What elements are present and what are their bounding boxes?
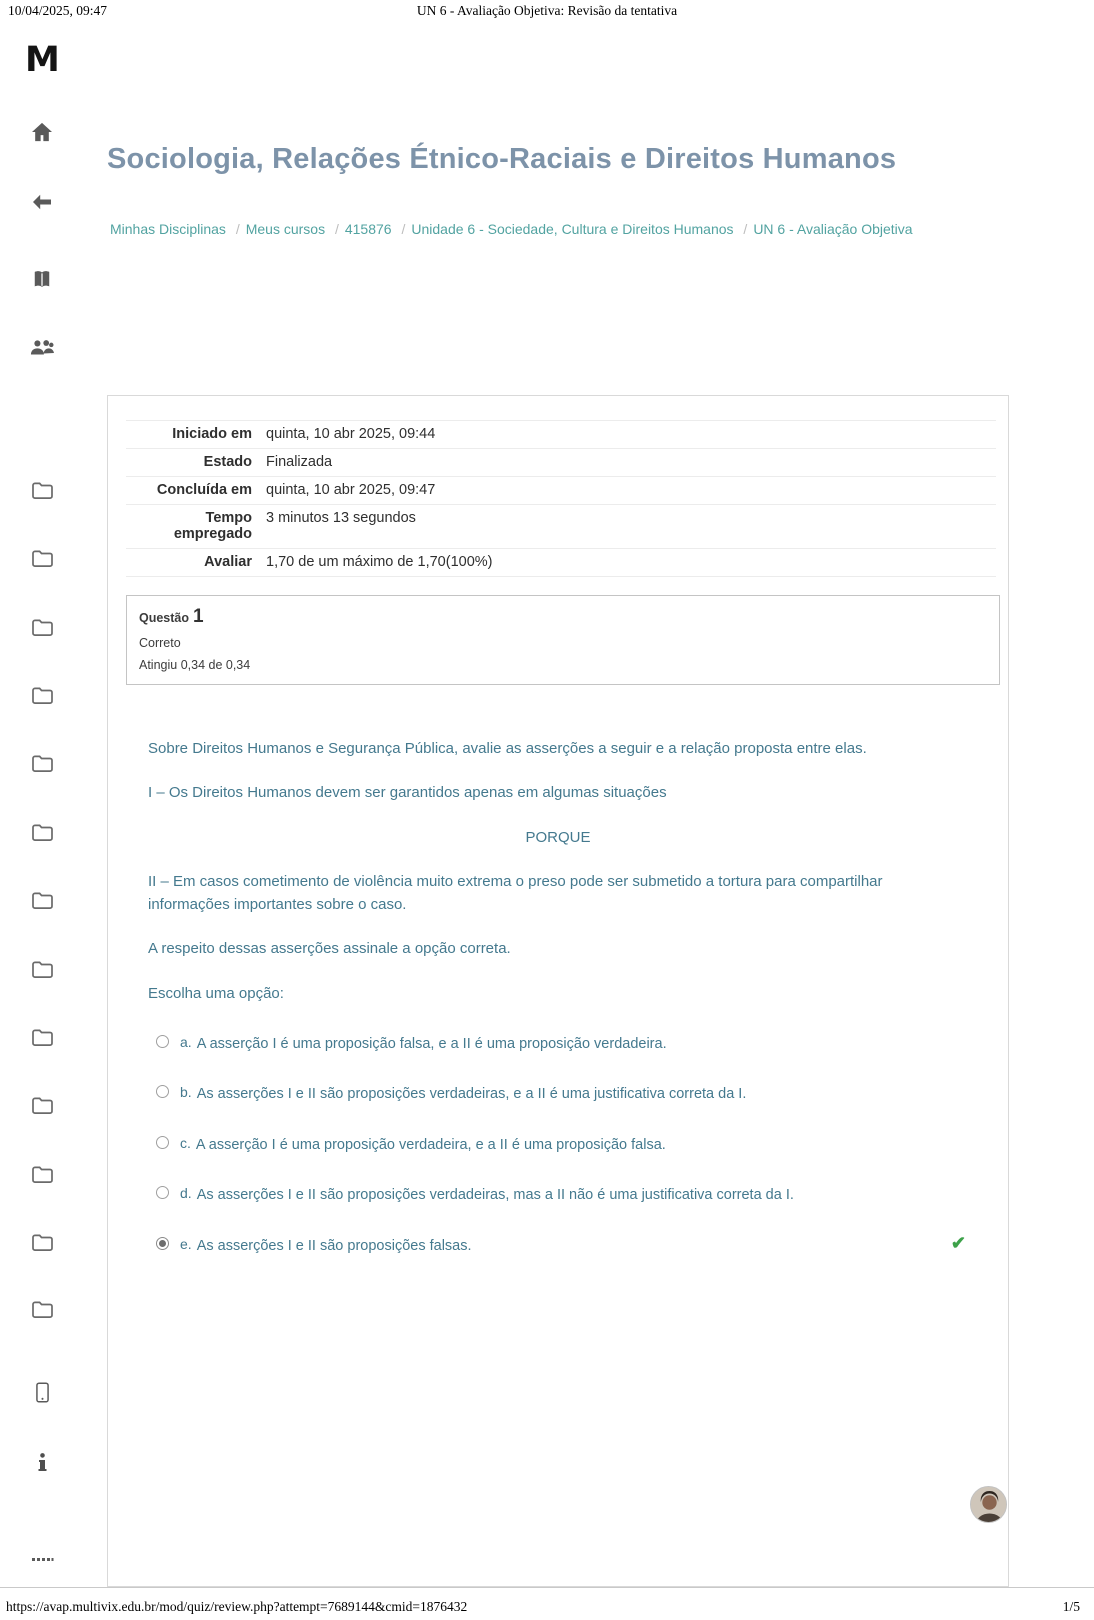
keyboard-icon[interactable]: [28, 1548, 56, 1572]
folder-icon[interactable]: [28, 1297, 56, 1321]
mobile-icon[interactable]: [28, 1380, 56, 1404]
breadcrumb-separator: /: [334, 221, 339, 237]
option-text: A asserção I é uma proposição verdadeira, e a II é uma proposição falsa.: [195, 1136, 666, 1153]
question-intro: Sobre Direitos Humanos e Segurança Pública, avalie as asserções a seguir e a relação proposta entre elas.: [148, 740, 867, 757]
folder-icon[interactable]: [28, 615, 56, 639]
answer-options: [148, 1032, 968, 1257]
summary-value: 1,70 de um máximo de 1,70(100%): [266, 554, 493, 570]
option-letter: b.: [180, 1084, 192, 1101]
option-b[interactable]: [148, 1082, 968, 1105]
question-closing: A respeito dessas asserções assinale a opção correta.: [148, 940, 511, 958]
question-info-box: [126, 595, 1000, 685]
breadcrumb-separator: /: [235, 221, 240, 237]
summary-value: 3 minutos 13 segundos: [266, 510, 416, 526]
option-text: As asserções I e II são proposições falsas.: [196, 1237, 472, 1254]
breadcrumb-avaliacao-objetiva[interactable]: UN 6 - Avaliação Objetiva: [753, 221, 913, 237]
option-letter: a.: [180, 1033, 192, 1050]
option-text: A asserção I é uma proposição falsa, e a II é uma proposição verdadeira.: [196, 1035, 667, 1052]
folder-icon[interactable]: [28, 888, 56, 912]
folder-icon[interactable]: [28, 751, 56, 775]
option-text: As asserções I e II são proposições verdadeiras, e a II é uma justificativa correta da I.: [196, 1086, 747, 1103]
folder-icon[interactable]: [28, 1025, 56, 1049]
info-icon[interactable]: [28, 1450, 56, 1474]
summary-label: Tempo empregado: [173, 510, 252, 542]
print-footer: [0, 1596, 1094, 1620]
print-title: UN 6 - Avaliação Objetiva: Revisão da tentativa: [416, 3, 678, 18]
connector-porque: PORQUE: [525, 828, 591, 846]
folder-icon[interactable]: [28, 1093, 56, 1117]
summary-label: Estado: [203, 454, 252, 470]
question-label: Questão: [139, 611, 190, 625]
folder-icon[interactable]: [28, 546, 56, 570]
option-letter: e.: [180, 1235, 192, 1252]
summary-label: Concluída em: [156, 482, 252, 498]
option-d[interactable]: [148, 1183, 968, 1206]
option-text: As asserções I e II são proposições verdadeiras, mas a II não é uma justificativa correta da I.: [196, 1187, 794, 1204]
home-icon[interactable]: [28, 120, 56, 144]
breadcrumb-minhas-disciplinas[interactable]: Minhas Disciplinas: [110, 221, 226, 237]
radio-option-c[interactable]: [156, 1136, 169, 1149]
option-e[interactable]: [148, 1234, 968, 1257]
breadcrumb-unidade-6[interactable]: Unidade 6 - Sociedade, Cultura e Direitos Humanos: [411, 221, 734, 237]
page-bottom-divider: [0, 1587, 1094, 1588]
attempt-summary-table: [126, 420, 996, 577]
print-datetime: 10/04/2025, 09:47: [8, 3, 108, 18]
print-page-number: 1/5: [1062, 1599, 1080, 1614]
table-row: [126, 476, 996, 504]
question-body: [148, 737, 968, 1257]
users-icon[interactable]: [28, 335, 56, 359]
print-url: https://avap.multivix.edu.br/mod/quiz/review.php?attempt=7689144&cmid=1876432: [6, 1599, 468, 1614]
radio-option-d[interactable]: [156, 1186, 169, 1199]
breadcrumb: [110, 216, 990, 243]
assertion-1: I – Os Direitos Humanos devem ser garantidos apenas em algumas situações: [148, 784, 667, 802]
question-number: 1: [193, 606, 204, 627]
summary-value: quinta, 10 abr 2025, 09:47: [266, 482, 436, 498]
option-letter: c.: [180, 1134, 191, 1151]
option-c[interactable]: [148, 1133, 968, 1156]
sidebar: [0, 0, 72, 1590]
page-title: Sociologia, Relações Étnico-Raciais e Direitos Humanos: [107, 143, 897, 176]
print-header: [0, 0, 1094, 22]
folder-icon[interactable]: [28, 820, 56, 844]
question-grade: Atingiu 0,34 de 0,34: [139, 658, 251, 672]
correct-check-icon: ✔: [950, 1232, 966, 1253]
radio-option-b[interactable]: [156, 1085, 169, 1098]
folder-icon[interactable]: [28, 1230, 56, 1254]
folder-icon[interactable]: [28, 1162, 56, 1186]
radio-option-e-selected[interactable]: [156, 1237, 169, 1250]
summary-value: quinta, 10 abr 2025, 09:44: [266, 426, 436, 442]
book-icon[interactable]: [28, 268, 56, 292]
breadcrumb-separator: /: [401, 221, 406, 237]
summary-label: Avaliar: [204, 554, 252, 570]
back-arrow-icon[interactable]: [28, 190, 56, 214]
summary-value: Finalizada: [266, 454, 333, 470]
folder-icon[interactable]: [28, 478, 56, 502]
question-status: Correto: [139, 636, 181, 650]
table-row: [126, 420, 996, 448]
user-avatar[interactable]: [970, 1486, 1007, 1523]
folder-icon[interactable]: [28, 957, 56, 981]
breadcrumb-meus-cursos[interactable]: Meus cursos: [245, 221, 326, 237]
quiz-review-card: [107, 395, 1009, 1587]
multivix-logo[interactable]: M: [25, 40, 60, 80]
radio-option-a[interactable]: [156, 1035, 169, 1048]
breadcrumb-separator: /: [743, 221, 748, 237]
table-row: [126, 548, 996, 576]
table-row: [126, 448, 996, 476]
option-letter: d.: [180, 1185, 192, 1202]
table-row: [126, 504, 996, 548]
option-a[interactable]: [148, 1032, 968, 1055]
choice-prompt: Escolha uma opção:: [148, 984, 284, 1002]
folder-icon[interactable]: [28, 683, 56, 707]
assertion-2: II – Em casos cometimento de violência muito extrema o preso pode ser submetido a tortura para compartilhar informações importantes sobre o caso.: [148, 872, 883, 913]
summary-label: Iniciado em: [172, 426, 252, 442]
breadcrumb-course-id[interactable]: 415876: [344, 221, 392, 237]
